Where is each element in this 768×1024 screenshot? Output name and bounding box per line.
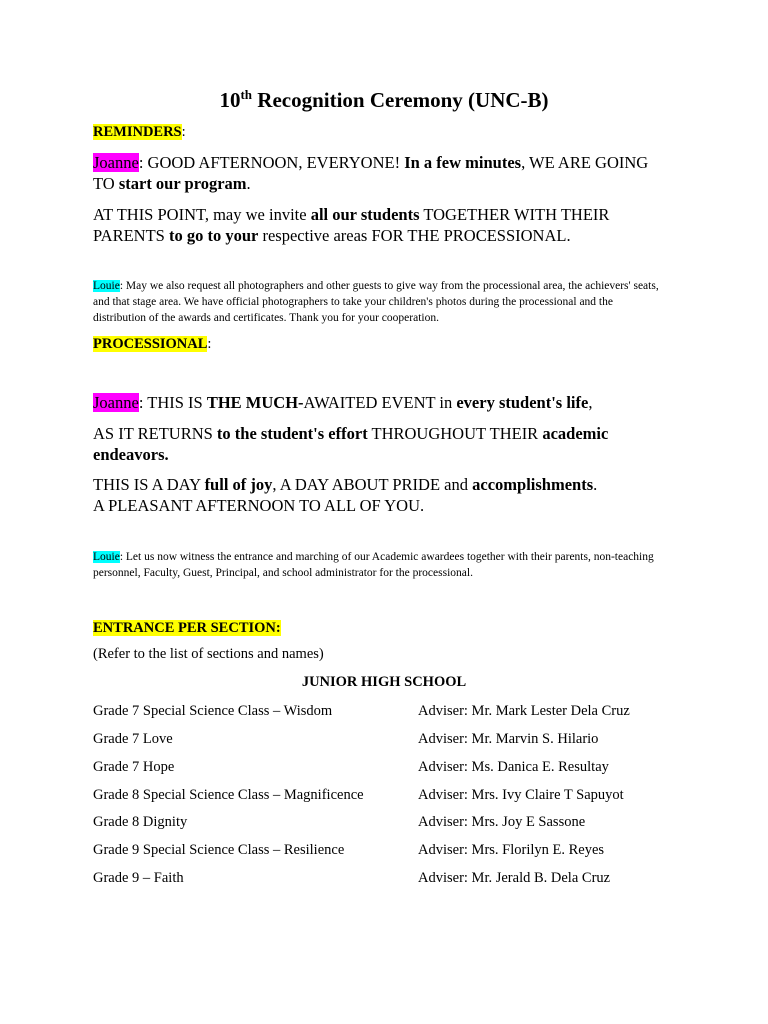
grade-section: Grade 7 Love <box>93 731 173 747</box>
table-row <box>93 731 693 751</box>
adviser-name: Adviser: Mr. Mark Lester Dela Cruz <box>418 703 630 719</box>
adviser-name: Adviser: Mrs. Joy E Sassone <box>418 814 586 830</box>
table-row <box>93 759 693 779</box>
table-row <box>93 787 693 807</box>
grade-section: Grade 9 – Faith <box>93 870 184 886</box>
louie-photographers-paragraph: Louie: May we also request all photographers and other guests to give way from the processional area, the achievers' seats, and that stage area. We have official photographers to take your children's photos during the processional and the distribution of the awards and certificates. Thank you for your cooperation. <box>93 280 659 324</box>
grade-section: Grade 9 Special Science Class – Resilience <box>93 842 345 858</box>
table-row <box>93 703 693 723</box>
speaker-joanne: Joanne <box>93 393 139 412</box>
processional-heading: PROCESSIONAL: <box>93 336 212 352</box>
adviser-name: Adviser: Mrs. Florilyn E. Reyes <box>418 842 605 858</box>
table-row <box>93 842 693 862</box>
louie-entrance-paragraph: Louie: Let us now witness the entrance and marching of our Academic awardees together with their parents, non-teaching personnel, Faculty, Guest, Principal, and school administrator for the processional. <box>93 551 654 579</box>
adviser-name: Adviser: Ms. Danica E. Resultay <box>418 759 609 775</box>
speaker-louie: Louie <box>93 280 120 292</box>
grade-section: Grade 8 Special Science Class – Magnificence <box>93 787 364 803</box>
adviser-name: Adviser: Mr. Marvin S. Hilario <box>418 731 599 747</box>
joanne-intro-paragraph: Joanne: GOOD AFTERNOON, EVERYONE! In a few minutes, WE ARE GOING TO start our program. <box>93 153 649 193</box>
returns-paragraph: AS IT RETURNS to the student's effort THROUGHOUT THEIR academic endeavors. <box>93 424 609 464</box>
pleasant-afternoon-line: A PLEASANT AFTERNOON TO ALL OF YOU. <box>93 496 425 515</box>
adviser-name: Adviser: Mrs. Ivy Claire T Sapuyot <box>418 787 624 803</box>
grade-section: Grade 7 Hope <box>93 759 175 775</box>
entrance-note: (Refer to the list of sections and names) <box>93 646 324 662</box>
entrance-heading: ENTRANCE PER SECTION: <box>93 620 281 636</box>
junior-high-heading: JUNIOR HIGH SCHOOL <box>301 674 467 690</box>
page-title: 10th Recognition Ceremony (UNC-B) <box>219 87 549 112</box>
joanne-event-line: Joanne: THIS IS THE MUCH-AWAITED EVENT in every student's life, <box>93 393 593 412</box>
table-row <box>93 870 693 890</box>
grade-section: Grade 7 Special Science Class – Wisdom <box>93 703 333 719</box>
speaker-louie: Louie <box>93 551 120 563</box>
day-of-joy-line: THIS IS A DAY full of joy, A DAY ABOUT PRIDE and accomplishments. <box>93 475 598 494</box>
invite-paragraph: AT THIS POINT, may we invite all our students TOGETHER WITH THEIR PARENTS to go to your respective areas FOR THE PROCESSIONAL. <box>93 205 610 245</box>
table-row <box>93 814 693 834</box>
speaker-joanne: Joanne <box>93 153 139 172</box>
adviser-name: Adviser: Mr. Jerald B. Dela Cruz <box>418 870 611 886</box>
reminders-heading: REMINDERS: <box>93 124 186 140</box>
grade-section: Grade 8 Dignity <box>93 814 188 830</box>
